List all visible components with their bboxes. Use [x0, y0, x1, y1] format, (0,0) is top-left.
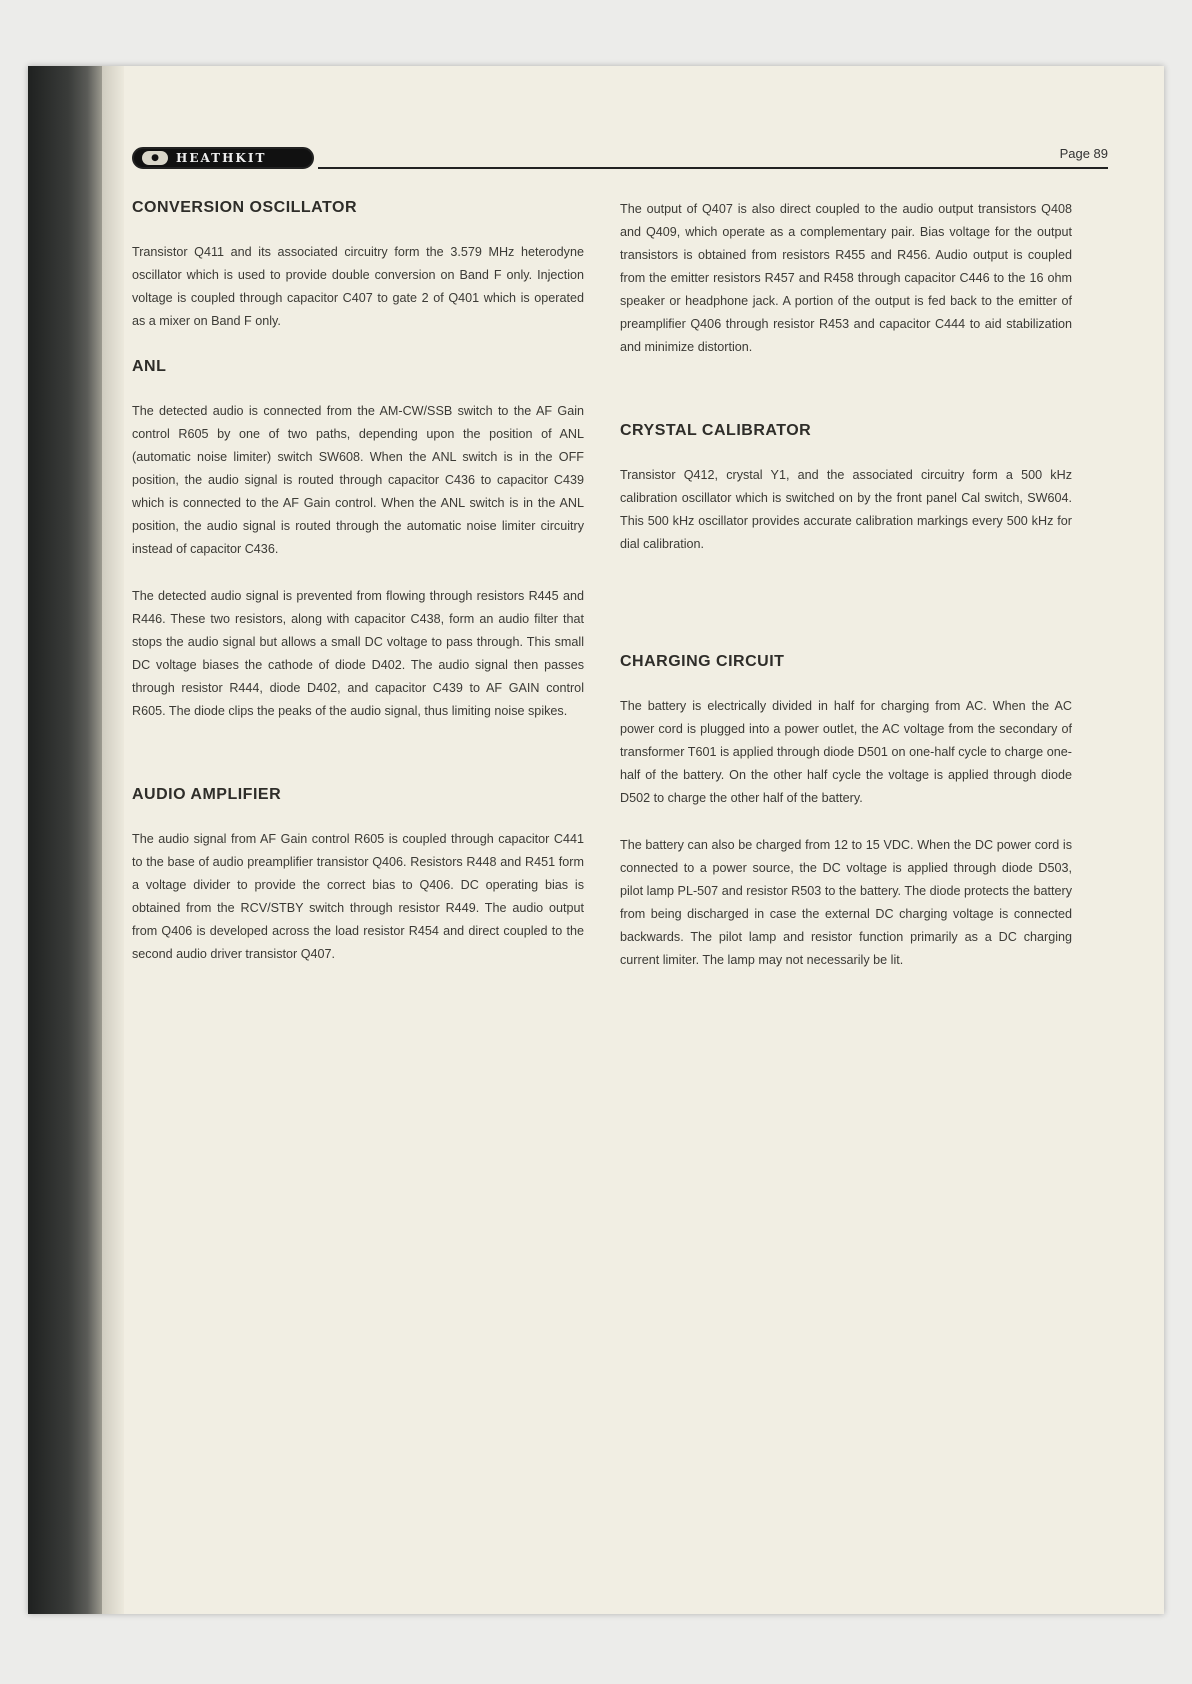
paragraph: The detected audio signal is prevented from flowing through resistors R445 and R446. These two resistors, along with capacitor C438, form an audio filter that stops the audio signal but allows a small DC voltage to pass through. This small DC voltage biases the cathode of diode D402. The audio signal then passes through resistor R444, diode D402, and capacitor C439 to AF GAIN control R605. The diode clips the peaks of the audio signal, thus limiting noise spikes.: [132, 589, 584, 718]
heathkit-logo: [132, 146, 318, 170]
section-heading: CHARGING CIRCUIT: [620, 653, 785, 670]
section-heading: AUDIO AMPLIFIER: [132, 786, 282, 803]
paragraph: The audio signal from AF Gain control R605 is coupled through capacitor C441 to the base of audio preamplifier transistor Q406. Resistors R448 and R451 form a voltage divider to provide the correct bias to Q406. DC operating bias is obtained from the RCV/STBY switch through resistor R449. The audio output from Q406 is developed across the load resistor R454 and direct coupled to the second audio driver transistor Q407.: [132, 832, 584, 961]
logo-mark-icon: ●: [142, 151, 168, 165]
section-charging-circuit: [620, 652, 1072, 972]
section-audio-amplifier: [132, 785, 584, 966]
paragraph: The battery can also be charged from 12 to 15 VDC. When the DC power cord is connected to a power source, the DC voltage is applied through diode D503, pilot lamp PL-507 and resistor R503 to the battery. The diode protects the battery from being discharged in case the external DC charging voltage is connected backwards. The pilot lamp and resistor function primarily as a DC charging current limiter. The lamp may not necessarily be lit.: [620, 838, 1072, 967]
section-heading: ANL: [132, 358, 167, 375]
binding-edge: [102, 66, 124, 1614]
paragraph: The battery is electrically divided in half for charging from AC. When the AC power cord is plugged into a power outlet, the AC voltage from the secondary of transformer T601 is applied through diode D501 on one-half cycle to charge one-half of the battery. On the other half cycle the voltage is applied through diode D502 to charge the other half of the battery.: [620, 699, 1072, 805]
section-anl: [132, 357, 584, 723]
section-heading: CRYSTAL CALIBRATOR: [620, 422, 812, 439]
right-column: [620, 198, 1072, 996]
document-page: [28, 66, 1164, 1614]
paragraph: Transistor Q411 and its associated circuitry form the 3.579 MHz heterodyne oscillator which is used to provide double conversion on Band F only. Injection voltage is coupled through capacitor C407 to gate 2 of Q401 which is operated as a mixer on Band F only.: [132, 245, 584, 328]
page-header: [132, 146, 1108, 176]
section-heading: CONVERSION OSCILLATOR: [132, 199, 358, 216]
section-conversion-oscillator: [132, 198, 584, 333]
section-audio-continued: [620, 198, 1072, 359]
page-binding: [28, 66, 102, 1614]
header-rule: [318, 167, 1108, 169]
paragraph: The detected audio is connected from the AM-CW/SSB switch to the AF Gain control R605 by one of two paths, depending upon the position of ANL (automatic noise limiter) switch SW608. When the ANL switch is in the OFF position, the audio signal is routed through capacitor C436 to capacitor C439 which is connected to the AF Gain control. When the ANL switch is in the ANL position, the audio signal is routed through the automatic noise limiter circuitry instead of capacitor C436.: [132, 404, 584, 556]
logo-badge: [132, 147, 314, 169]
page-number: Page 89: [1059, 146, 1108, 161]
paragraph: The output of Q407 is also direct coupled to the audio output transistors Q408 and Q409, which operate as a complementary pair. Bias voltage for the output transistors is obtained from resistors R455 and R456. Audio output is coupled from the emitter resistors R457 and R458 through capacitor C446 to the 16 ohm speaker or headphone jack. A portion of the output is fed back to the emitter of preamplifier Q406 through resistor R453 and capacitor C444 to aid stabilization and minimize distortion.: [620, 202, 1072, 354]
section-crystal-calibrator: [620, 421, 1072, 556]
paragraph: Transistor Q412, crystal Y1, and the associated circuitry form a 500 kHz calibration oscillator which is switched on by the front panel Cal switch, SW604. This 500 kHz oscillator provides accurate calibration markings every 500 kHz for dial calibration.: [620, 468, 1072, 551]
logo-text: HEATHKIT: [176, 151, 267, 165]
left-column: [132, 198, 584, 990]
